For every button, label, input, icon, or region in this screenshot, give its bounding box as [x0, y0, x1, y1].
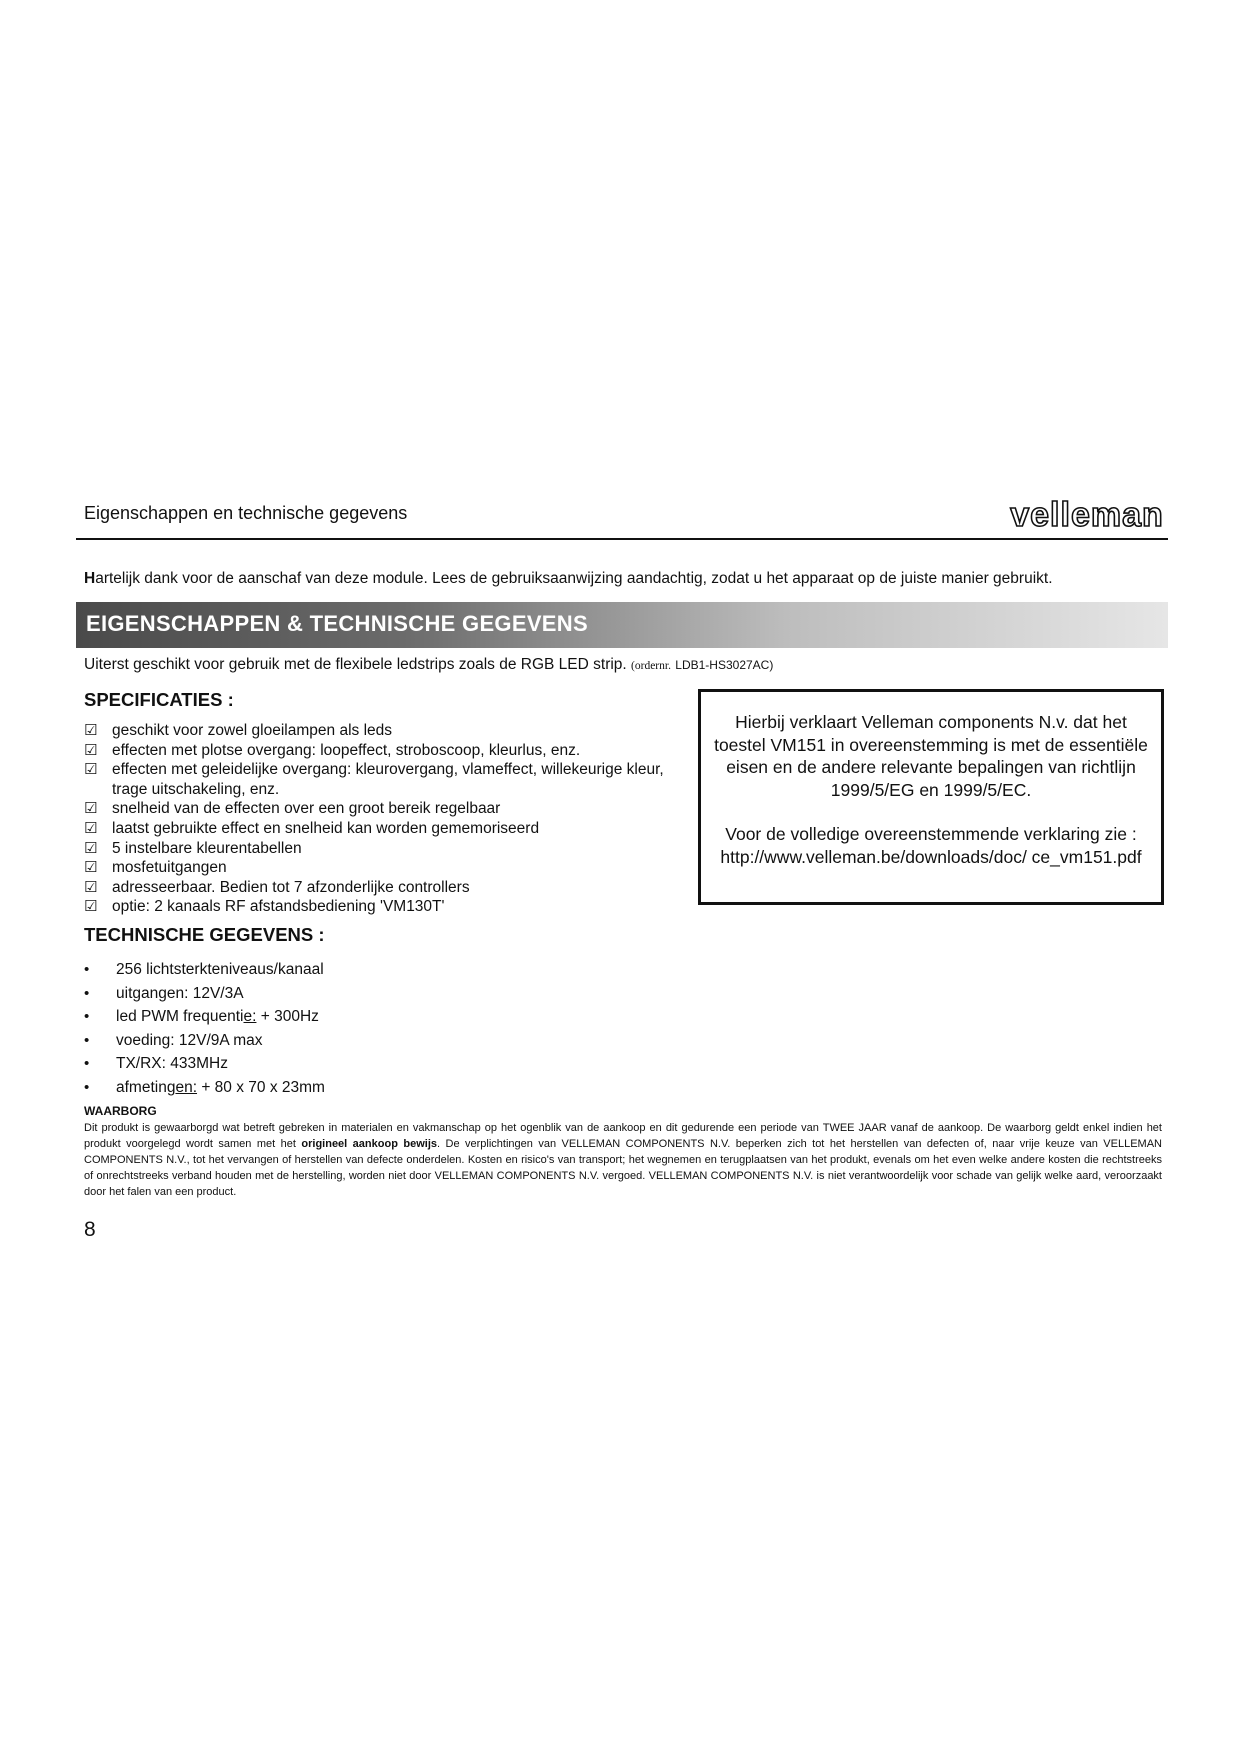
list-item: ☑ 5 instelbare kleurentabellen: [84, 838, 302, 857]
list-item: ☑ optie: 2 kanaals RF afstandsbediening 'VM130T': [84, 897, 445, 916]
list-item: ☑ effecten met plotse overgang: loopeffect, stroboscoop, kleurlus, enz.: [84, 740, 581, 759]
warranty-heading: WAARBORG: [84, 1104, 157, 1118]
checkbox-icon: ☑: [84, 897, 98, 916]
declaration-url: http://www.velleman.be/downloads/doc/ ce_vm151.pdf: [720, 846, 1142, 867]
checkbox-icon: ☑: [84, 799, 98, 818]
list-item: • led PWM frequentie: + 300Hz: [84, 1007, 325, 1031]
list-item: • voeding: 12V/9A max: [84, 1031, 325, 1055]
page-number: 8: [84, 1218, 96, 1241]
specifications-list: [84, 721, 684, 917]
page-header-title: Eigenschappen en technische gegevens: [84, 503, 408, 523]
header-divider: [76, 538, 1168, 540]
checkbox-icon: ☑: [84, 740, 98, 759]
section-banner: [76, 602, 1168, 648]
list-item: • uitgangen: 12V/3A: [84, 984, 325, 1008]
bullet-icon: •: [84, 961, 90, 978]
specifications-heading: SPECIFICATIES :: [84, 689, 234, 710]
list-item: • afmetingen: + 80 x 70 x 23mm: [84, 1078, 325, 1102]
intro-text: Hartelijk dank voor de aanschaf van deze module. Lees de gebruiksaanwijzing aandachtig, zodat u het apparaat op de juiste manier gebruikt.: [84, 570, 1053, 587]
bullet-icon: •: [84, 1008, 90, 1026]
list-item: ☑ adresseerbaar. Bedien tot 7 afzonderlijke controllers: [84, 877, 470, 896]
checkbox-icon: ☑: [84, 721, 98, 739]
list-item: ☑ effecten met geleidelijke overgang: kleurovergang, vlameffect, willekeurige kleur, trage uitschakeling, enz.: [84, 760, 664, 798]
bullet-icon: •: [84, 1055, 90, 1073]
checkbox-icon: ☑: [84, 858, 98, 877]
bullet-icon: •: [84, 1031, 90, 1049]
declaration-text: Hierbij verklaart Velleman components N.v. dat het toestel VM151 in overeenstemming is met de essentiële eisen en de andere relevante bepalingen van richtlijn 1999/5/EG en 1999/5/EC.: [714, 712, 1148, 800]
list-item: ☑ snelheid van de effecten over een groot bereik regelbaar: [84, 799, 501, 818]
velleman-logo: [1005, 496, 1169, 534]
list-item: ☑ laatst gebruikte effect en snelheid kan worden gememoriseerd: [84, 818, 540, 837]
list-item: • 256 lichtsterkteniveaus/kanaal: [84, 960, 325, 984]
section-banner-title: EIGENSCHAPPEN & TECHNISCHE GEGEVENS: [86, 611, 588, 636]
list-item: ☑ mosfetuitgangen: [84, 858, 227, 877]
warranty-text: Dit produkt is gewaarborgd wat betreft gebreken in materialen en vakmanschap op het ogenblik van de aankoop en dit gedurende een periode van TWEE JAAR vanaf de aankoop. De waarborg geldt enkel indien het produkt voorgelegd wordt samen met het origineel aankoop bewijs. De verplichtingen van VELLEMAN COMPONENTS N.V. beperken zich tot het herstellen van defecten of, naar vrije keuze van VELLEMAN COMPONENTS N.V., tot het vervangen of herstellen van defecte onderdelen. Kosten en risico's van transport; het wegnemen en terugplaatsen van het produkt, evenals om het even welke andere kosten die rechtstreeks of onrechtstreeks verband houden met de herstelling, worden niet door VELLEMAN COMPONENTS N.V. vergoed. VELLEMAN COMPONENTS N.V. is niet verantwoordelijk voor schade van gelijk welke aard, veroorzaakt door het falen van een product.: [84, 1122, 1163, 1198]
checkbox-icon: ☑: [84, 818, 98, 837]
conformity-declaration-box: [698, 689, 1164, 905]
checkbox-icon: ☑: [84, 838, 98, 857]
bullet-icon: •: [84, 984, 90, 1002]
svg-text:velleman: velleman: [1010, 496, 1164, 534]
list-item: • TX/RX: 433MHz: [84, 1054, 325, 1078]
technical-data-heading: TECHNISCHE GEGEVENS :: [84, 924, 325, 945]
technical-data-list: [84, 960, 325, 1102]
checkbox-icon: ☑: [84, 877, 98, 896]
checkbox-icon: ☑: [84, 760, 98, 779]
usage-line: Uiterst geschikt voor gebruik met de flexibele ledstrips zoals de RGB LED strip. (ordernr. LDB1-HS3027AC): [84, 656, 774, 673]
list-item: ☑ geschikt voor zowel gloeilampen als leds: [84, 721, 393, 739]
declaration-reference: Voor de volledige overeenstemmende verklaring zie : http://www.velleman.be/downloads/doc/ ce_vm151.pdf: [720, 824, 1142, 867]
bullet-icon: •: [84, 1078, 90, 1096]
